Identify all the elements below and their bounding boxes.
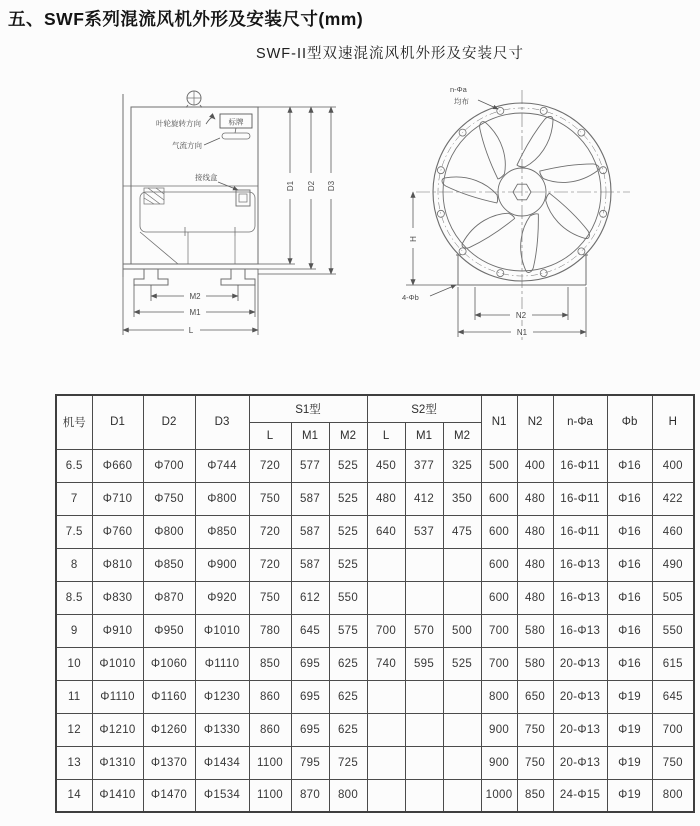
table-row	[56, 680, 694, 713]
table-cell: 615	[652, 647, 694, 680]
table-cell: 695	[291, 647, 329, 680]
table-cell	[367, 680, 405, 713]
table-cell: 720	[249, 515, 291, 548]
table-cell: Φ850	[195, 515, 249, 548]
table-cell	[367, 581, 405, 614]
table-cell: 640	[367, 515, 405, 548]
junction-box-label: 接线盒	[195, 173, 218, 182]
table-cell: Φ1434	[195, 746, 249, 779]
table-cell	[405, 746, 443, 779]
table-cell: 480	[517, 515, 553, 548]
table-cell: 16-Φ11	[553, 515, 607, 548]
table-cell: 400	[517, 449, 553, 482]
table-cell: 9	[56, 614, 92, 647]
table-cell: 800	[481, 680, 517, 713]
table-cell: 740	[367, 647, 405, 680]
fan-front-view-drawing	[398, 78, 698, 373]
table-row	[56, 713, 694, 746]
table-row	[56, 746, 694, 779]
table-body	[56, 449, 694, 812]
table-cell: 16-Φ11	[553, 449, 607, 482]
table-cell: Φ19	[607, 746, 652, 779]
table-cell	[405, 779, 443, 812]
col-header-n2: N2	[517, 395, 553, 449]
table-cell: 400	[652, 449, 694, 482]
table-cell: 580	[517, 647, 553, 680]
table-cell: 500	[481, 449, 517, 482]
airflow-label: 气流方向	[172, 141, 202, 150]
table-cell: Φ750	[143, 482, 195, 515]
table-cell: 12	[56, 713, 92, 746]
table-cell: 750	[249, 482, 291, 515]
table-row	[56, 548, 694, 581]
table-cell: Φ19	[607, 713, 652, 746]
table-cell	[443, 581, 481, 614]
col-header-n1: N1	[481, 395, 517, 449]
table-cell: 700	[481, 614, 517, 647]
table-cell: Φ910	[92, 614, 143, 647]
table-cell: 860	[249, 713, 291, 746]
table-cell: 16-Φ13	[553, 581, 607, 614]
table-cell: Φ744	[195, 449, 249, 482]
table-cell: 720	[249, 449, 291, 482]
table-cell: 24-Φ15	[553, 779, 607, 812]
nameplate-callout	[220, 114, 252, 139]
table-cell: 412	[405, 482, 443, 515]
table-cell: Φ1330	[195, 713, 249, 746]
table-cell: Φ1110	[195, 647, 249, 680]
table-cell: Φ850	[143, 548, 195, 581]
table-cell: 587	[291, 548, 329, 581]
table-cell: 850	[517, 779, 553, 812]
table-cell: 11	[56, 680, 92, 713]
table-cell: 650	[517, 680, 553, 713]
table-cell: Φ1160	[143, 680, 195, 713]
table-cell: 525	[329, 449, 367, 482]
table-cell: 750	[517, 713, 553, 746]
table-cell: 7.5	[56, 515, 92, 548]
col-header-s2-group: S2型	[367, 395, 481, 422]
table-cell: 377	[405, 449, 443, 482]
table-row	[56, 515, 694, 548]
table-cell: 500	[443, 614, 481, 647]
table-cell	[443, 548, 481, 581]
table-cell: Φ710	[92, 482, 143, 515]
col-header-d2: D2	[143, 395, 195, 449]
table-cell: Φ810	[92, 548, 143, 581]
table-cell: 550	[652, 614, 694, 647]
col-header-s1-group: S1型	[249, 395, 367, 422]
table-cell: 450	[367, 449, 405, 482]
page-title: 五、SWF系列混流风机外形及安装尺寸(mm)	[8, 9, 364, 29]
table-row	[56, 647, 694, 680]
table-cell: 700	[652, 713, 694, 746]
table-cell: Φ16	[607, 581, 652, 614]
table-cell: 595	[405, 647, 443, 680]
table-cell: Φ16	[607, 515, 652, 548]
table-cell: Φ830	[92, 581, 143, 614]
table-cell: 480	[517, 482, 553, 515]
table-cell: 16-Φ11	[553, 482, 607, 515]
table-cell: 625	[329, 647, 367, 680]
table-cell: Φ1260	[143, 713, 195, 746]
table-cell: 20-Φ13	[553, 647, 607, 680]
table-cell: 525	[329, 515, 367, 548]
table-cell: 600	[481, 548, 517, 581]
col-header-s1-m1: M1	[291, 422, 329, 449]
table-cell: Φ19	[607, 680, 652, 713]
table-cell	[443, 746, 481, 779]
col-header-d3: D3	[195, 395, 249, 449]
bolt-hole-note-line1: n-Φa	[450, 85, 467, 94]
table-cell: Φ700	[143, 449, 195, 482]
table-cell: 720	[249, 548, 291, 581]
table-cell: 460	[652, 515, 694, 548]
table-cell: 10	[56, 647, 92, 680]
table-cell	[405, 680, 443, 713]
col-header-s2-l: L	[367, 422, 405, 449]
table-row	[56, 482, 694, 515]
impeller-rotation-label: 叶轮旋转方向	[156, 119, 201, 128]
dim-label-d3: D3	[327, 180, 336, 192]
table-cell: 525	[329, 482, 367, 515]
col-header-s2-m2: M2	[443, 422, 481, 449]
table-row	[56, 449, 694, 482]
table-cell	[443, 680, 481, 713]
dim-label-d1: D1	[286, 180, 295, 192]
col-header-machine-no: 机号	[56, 395, 92, 449]
table-cell: Φ16	[607, 614, 652, 647]
table-cell: 700	[481, 647, 517, 680]
table-cell: 350	[443, 482, 481, 515]
table-cell: Φ800	[143, 515, 195, 548]
table-cell: 625	[329, 680, 367, 713]
mounting-foot	[134, 269, 168, 285]
table-cell: 580	[517, 614, 553, 647]
dim-label-n1: N1	[516, 328, 528, 337]
table-cell: Φ1470	[143, 779, 195, 812]
table-cell: 800	[329, 779, 367, 812]
col-header-d1: D1	[92, 395, 143, 449]
table-cell: Φ1370	[143, 746, 195, 779]
table-cell: 795	[291, 746, 329, 779]
table-cell: 570	[405, 614, 443, 647]
table-cell: 625	[329, 713, 367, 746]
col-header-n-phi-a: n-Φa	[553, 395, 607, 449]
table-cell: 575	[329, 614, 367, 647]
table-cell: 505	[652, 581, 694, 614]
page-subtitle: SWF-II型双速混流风机外形及安装尺寸	[255, 46, 525, 62]
table-cell	[367, 548, 405, 581]
table-cell: Φ16	[607, 482, 652, 515]
table-cell	[405, 713, 443, 746]
table-cell: 480	[517, 581, 553, 614]
table-cell: Φ19	[607, 779, 652, 812]
motor-block	[144, 188, 164, 204]
fan-side-view-drawing	[98, 74, 358, 379]
table-cell: 8	[56, 548, 92, 581]
table-cell: Φ1010	[92, 647, 143, 680]
table-cell: 860	[249, 680, 291, 713]
table-cell: 16-Φ13	[553, 614, 607, 647]
table-cell: 800	[652, 779, 694, 812]
table-cell: 525	[329, 548, 367, 581]
dimension-table	[55, 394, 695, 813]
table-cell: 600	[481, 581, 517, 614]
col-header-h: H	[652, 395, 694, 449]
table-cell: Φ1010	[195, 614, 249, 647]
col-header-phi-b: Φb	[607, 395, 652, 449]
dim-label-l: L	[188, 326, 194, 335]
col-header-s1-m2: M2	[329, 422, 367, 449]
table-cell	[367, 746, 405, 779]
table-cell: 600	[481, 515, 517, 548]
table-cell	[443, 779, 481, 812]
dim-label-m1: M1	[189, 308, 201, 317]
table-row	[56, 779, 694, 812]
dim-label-n2: N2	[515, 311, 527, 320]
table-cell: 422	[652, 482, 694, 515]
table-cell: 6.5	[56, 449, 92, 482]
table-cell: Φ870	[143, 581, 195, 614]
table-cell: 525	[443, 647, 481, 680]
foot-hole-note: 4-Φb	[402, 293, 419, 302]
table-cell: 20-Φ13	[553, 680, 607, 713]
table-cell	[443, 713, 481, 746]
table-cell: Φ1534	[195, 779, 249, 812]
table-cell: 537	[405, 515, 443, 548]
table-cell: 870	[291, 779, 329, 812]
table-cell	[367, 779, 405, 812]
table-cell: 850	[249, 647, 291, 680]
table-cell: 750	[249, 581, 291, 614]
table-cell: 725	[329, 746, 367, 779]
table-cell	[405, 548, 443, 581]
table-cell: 8.5	[56, 581, 92, 614]
nameplate-plate	[222, 133, 250, 139]
table-cell	[405, 581, 443, 614]
table-cell: Φ16	[607, 548, 652, 581]
table-cell: Φ1410	[92, 779, 143, 812]
col-header-s2-m1: M1	[405, 422, 443, 449]
table-cell: 587	[291, 482, 329, 515]
table-cell: Φ1230	[195, 680, 249, 713]
rotation-arrow-icon	[206, 118, 215, 124]
table-cell: 600	[481, 482, 517, 515]
table-cell: 577	[291, 449, 329, 482]
table-cell: 695	[291, 680, 329, 713]
table-cell: Φ1060	[143, 647, 195, 680]
table-cell: 645	[652, 680, 694, 713]
table-cell: 550	[329, 581, 367, 614]
table-cell: 750	[652, 746, 694, 779]
table-cell: 900	[481, 713, 517, 746]
table-cell: Φ760	[92, 515, 143, 548]
table-cell: Φ920	[195, 581, 249, 614]
table-row	[56, 581, 694, 614]
table-cell: Φ660	[92, 449, 143, 482]
table-cell: 7	[56, 482, 92, 515]
table-cell: 1100	[249, 779, 291, 812]
table-cell: 480	[367, 482, 405, 515]
table-cell: 14	[56, 779, 92, 812]
col-header-s1-l: L	[249, 422, 291, 449]
table-cell: 16-Φ13	[553, 548, 607, 581]
table-cell: 587	[291, 515, 329, 548]
nameplate-label: 标牌	[228, 117, 244, 127]
dim-label-d2: D2	[307, 180, 316, 192]
table-cell: 490	[652, 548, 694, 581]
table-cell: 700	[367, 614, 405, 647]
table-cell: Φ900	[195, 548, 249, 581]
table-cell: 780	[249, 614, 291, 647]
dim-label-m2: M2	[189, 292, 201, 301]
table-cell: 645	[291, 614, 329, 647]
table-cell: 695	[291, 713, 329, 746]
table-cell: 20-Φ13	[553, 713, 607, 746]
table-cell: Φ16	[607, 647, 652, 680]
table-cell: Φ1210	[92, 713, 143, 746]
table-cell	[367, 713, 405, 746]
table-cell: Φ16	[607, 449, 652, 482]
dim-label-h: H	[409, 236, 418, 242]
table-cell: Φ1310	[92, 746, 143, 779]
table-cell: Φ800	[195, 482, 249, 515]
table-cell: 13	[56, 746, 92, 779]
table-cell: Φ950	[143, 614, 195, 647]
table-cell: 1000	[481, 779, 517, 812]
table-cell: 325	[443, 449, 481, 482]
table-row	[56, 614, 694, 647]
table-cell: Φ1110	[92, 680, 143, 713]
impeller-blades	[441, 116, 600, 273]
table-cell: 1100	[249, 746, 291, 779]
bolt-hole-note-line2: 均布	[454, 97, 469, 106]
table-cell: 480	[517, 548, 553, 581]
table-cell: 20-Φ13	[553, 746, 607, 779]
mounting-foot	[221, 269, 255, 285]
table-cell: 612	[291, 581, 329, 614]
table-cell: 475	[443, 515, 481, 548]
table-cell: 900	[481, 746, 517, 779]
table-cell: 750	[517, 746, 553, 779]
